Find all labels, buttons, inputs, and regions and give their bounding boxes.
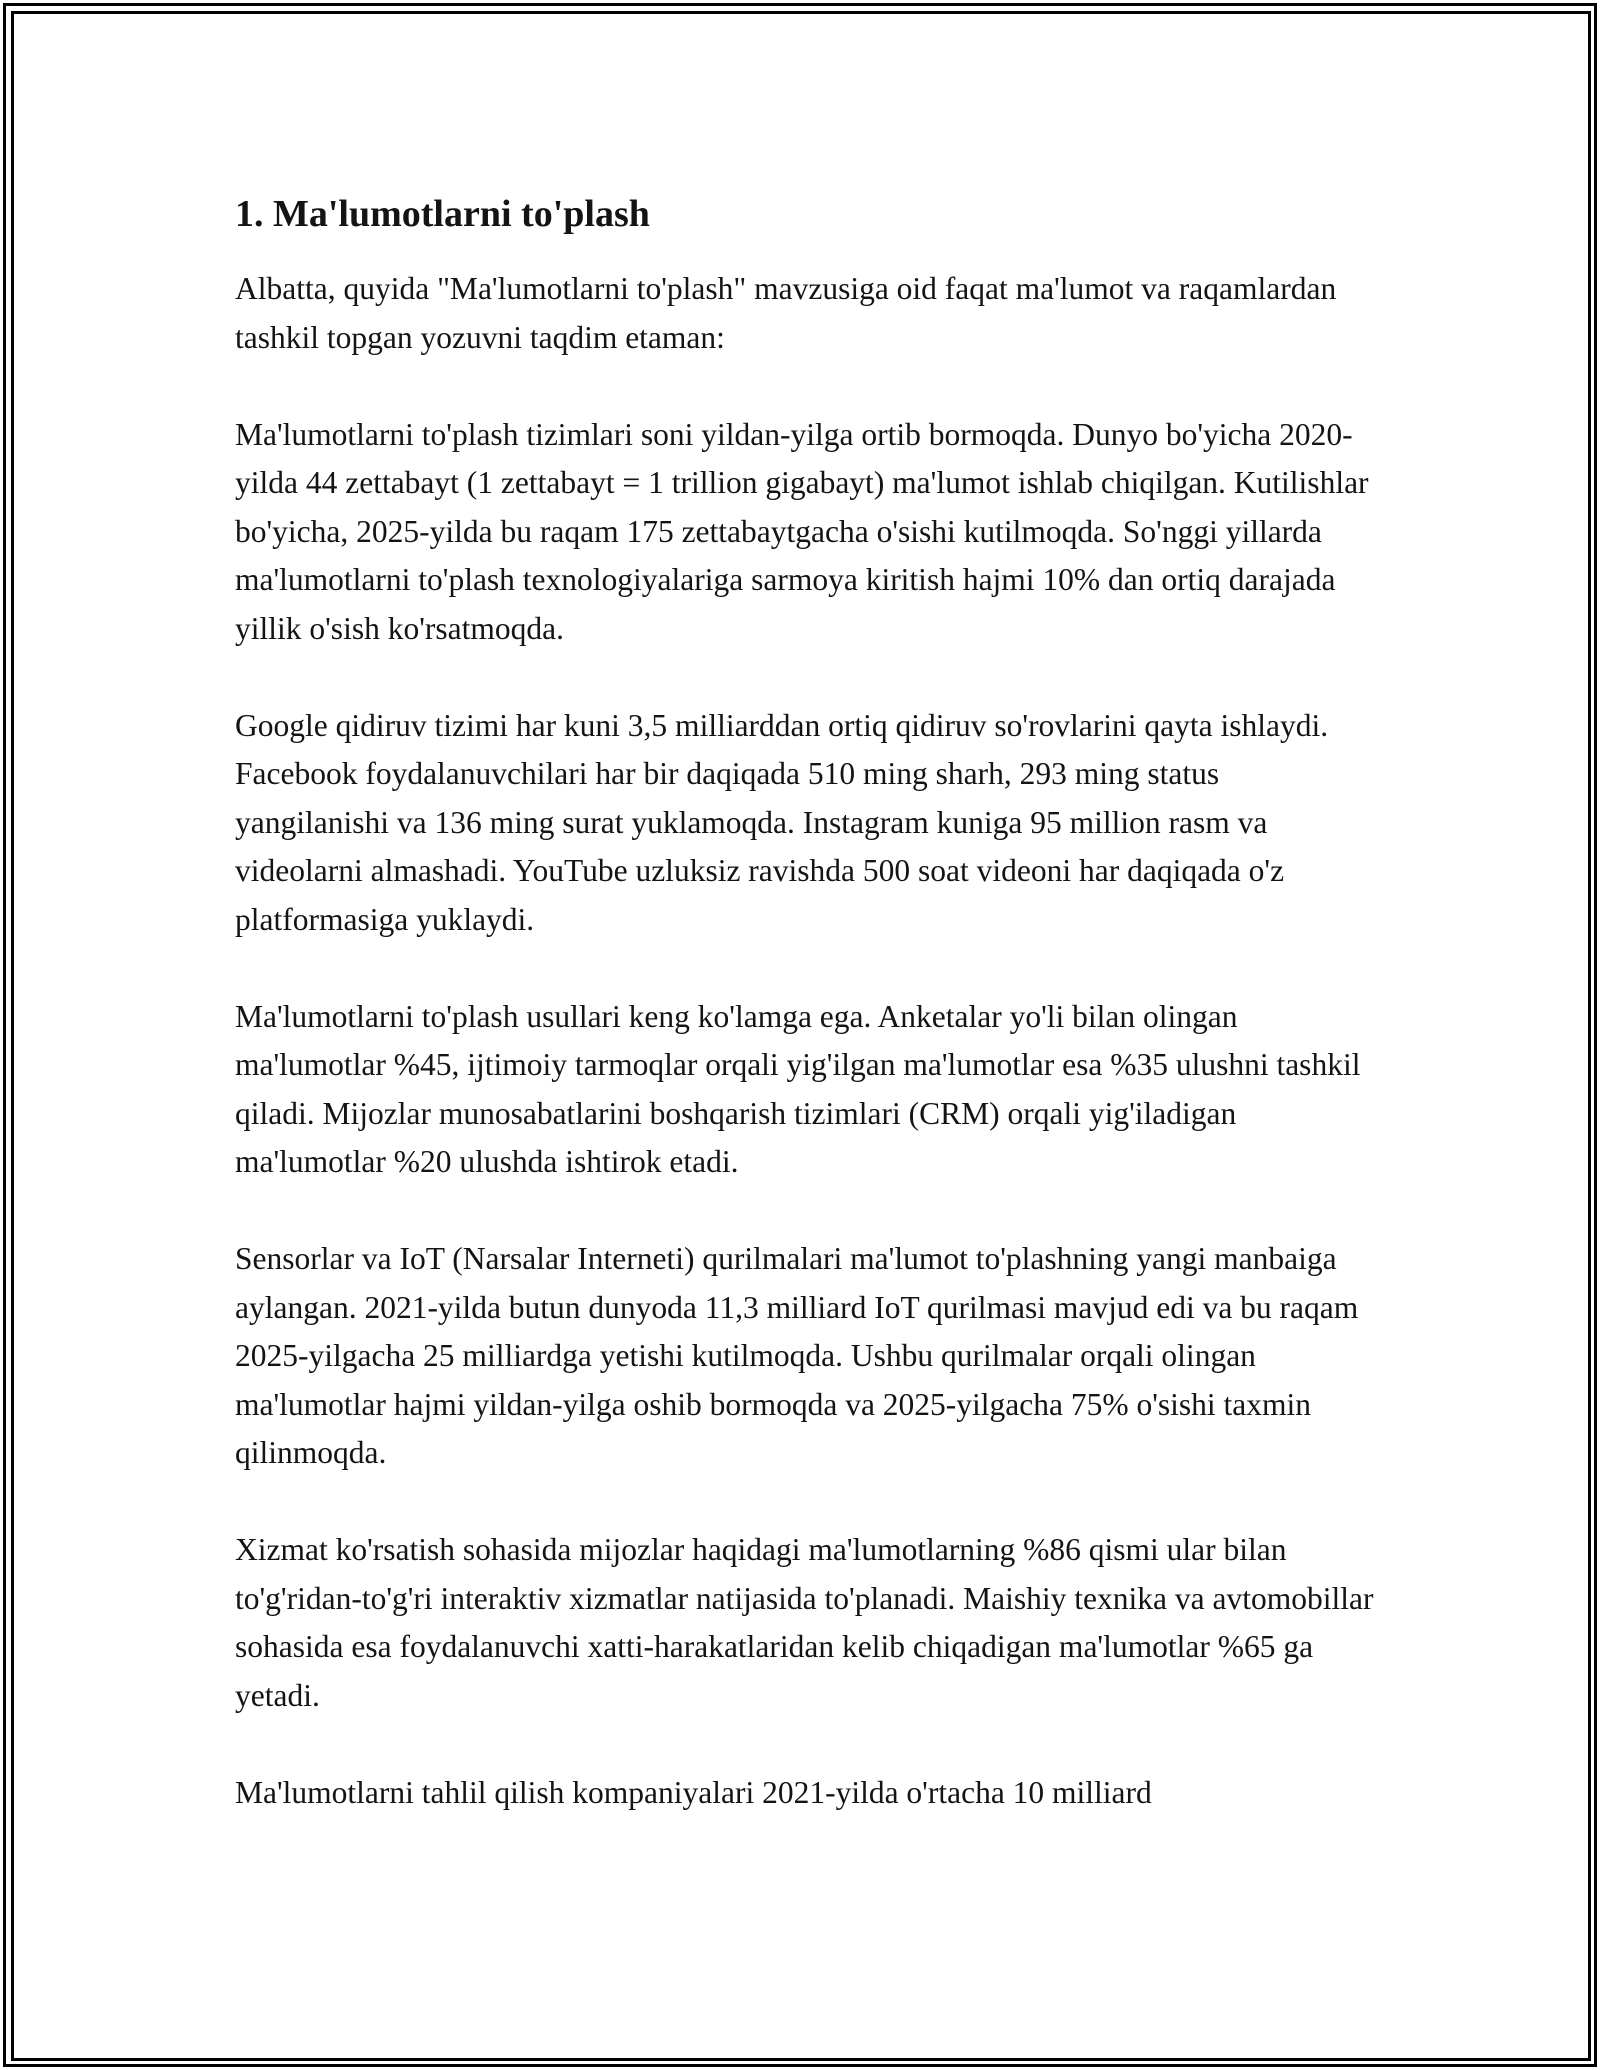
paragraph-platforms: Google qidiruv tizimi har kuni 3,5 milliarddan ortiq qidiruv so'rovlarini qayta ishlaydi. Facebook foydalanuvchilari har bir daqiqada 510 ming sharh, 293 ming status yangilanishi va 136 ming surat yuklamoqda. Instagram kuniga 95 million rasm va videolarni almashadi. YouTube uzluksiz ravishda 500 soat videoni har daqiqada o'z platformasiga yuklaydi. (235, 707, 1329, 937)
document-body (235, 185, 1375, 1866)
paragraph-collection-methods: Ma'lumotlarni to'plash usullari keng ko'lamga ega. Anketalar yo'li bilan olingan ma'lumotlar %45, ijtimoiy tarmoqlar orqali yig'ilgan ma'lumotlar esa %35 ulushni tashkil qiladi. Mijozlar munosabatlarini boshqarish tizimlari (CRM) orqali yig'iladigan ma'lumotlar %20 ulushda ishtirok etadi. (235, 998, 1361, 1179)
paragraph-iot: Sensorlar va IoT (Narsalar Interneti) qurilmalari ma'lumot to'plashning yangi manbaiga aylangan. 2021-yilda butun dunyoda 11,3 milliard IoT qurilmasi mavjud edi va bu raqam 2025-yilgacha 25 milliardga yetishi kutilmoqda. Ushbu qurilmalar orqali olingan ma'lumotlar hajmi yildan-yilga oshib bormoqda va 2025-yilgacha 75% o'sishi taxmin qilinmoqda. (235, 1241, 1359, 1470)
section-heading: 1. Ma'lumotlarni to'plash (235, 193, 650, 235)
paragraph-data-growth: Ma'lumotlarni to'plash tizimlari soni yildan-yilga ortib bormoqda. Dunyo bo'yicha 2020-yilda 44 zettabayt (1 zettabayt = 1 trillion gigabayt) ma'lumot ishlab chiqilgan. Kutilishlar bo'yicha, 2025-yilda bu raqam 175 zettabaytgacha o'sishi kutilmoqda. So'nggi yillarda ma'lumotlarni to'plash texnologiyalariga sarmoya kiritish hajmi 10% dan ortiq darajada yillik o'sish ko'rsatmoqda. (235, 416, 1369, 646)
intro-paragraph: Albatta, quyida "Ma'lumotlarni to'plash" mavzusiga oid faqat ma'lumot va raqamlardan tashkil topgan yozuvni taqdim etaman: (235, 271, 1337, 355)
paragraph-services: Xizmat ko'rsatish sohasida mijozlar haqidagi ma'lumotlarning %86 qismi ular bilan to'g'ridan-to'g'ri interaktiv xizmatlar natijasida to'planadi. Maishiy texnika va avtomobillar sohasida esa foydalanuvchi xatti-harakatlaridan kelib chiqadigan ma'lumotlar %65 ga yetadi. (235, 1532, 1374, 1713)
paragraph-analytics: Ma'lumotlarni tahlil qilish kompaniyalari 2021-yilda o'rtacha 10 milliard (235, 1774, 1152, 1810)
